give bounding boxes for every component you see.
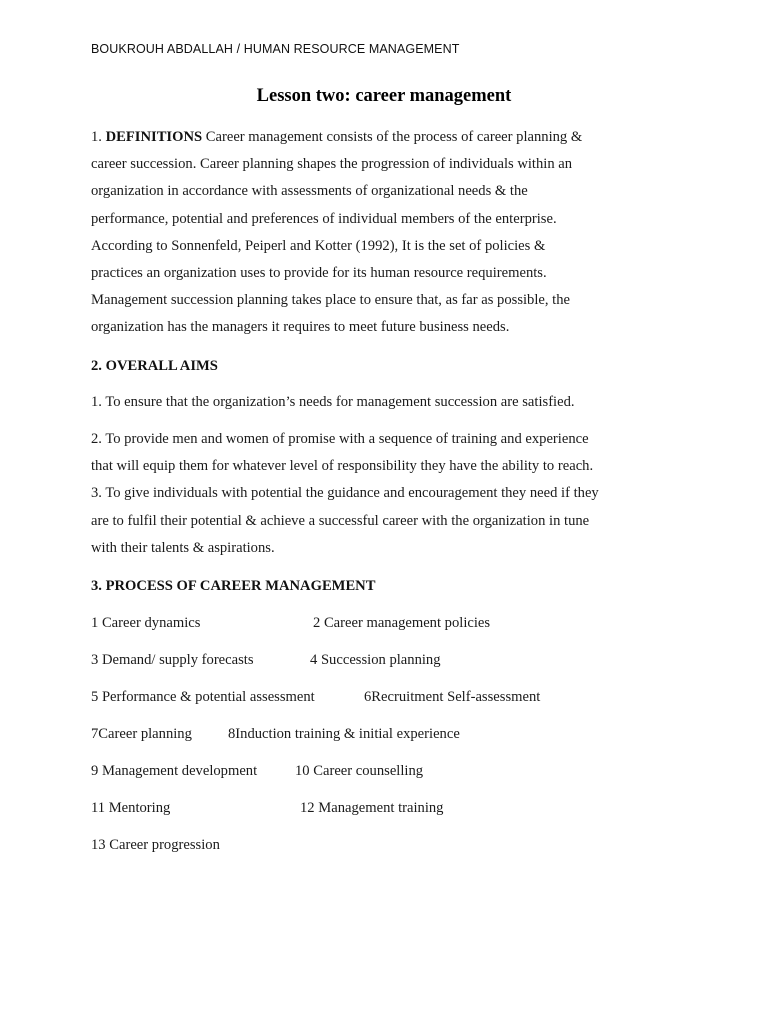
definitions-number: 1. — [91, 129, 102, 145]
definitions-line-7: Management succession planning takes place to ensure that, as far as possible, the — [91, 292, 571, 309]
process-item: 4 Succession planning — [310, 652, 441, 668]
process-item: 10 Career counselling — [295, 763, 424, 779]
aims-line-5: with their talents & aspirations. — [91, 539, 275, 556]
process-item: 1 Career dynamics — [91, 615, 201, 631]
process-item: 9 Management development — [91, 763, 258, 779]
definitions-line-3: organization in accordance with assessments of organizational needs & the — [91, 183, 528, 200]
definitions-line-1 — [91, 124, 582, 151]
definitions-heading: DEFINITIONS — [105, 129, 203, 145]
process-item: 6Recruitment Self-assessment — [364, 689, 541, 705]
aims-2-3-paragraph — [91, 426, 599, 562]
process-item: 11 Mentoring — [91, 800, 171, 816]
definitions-line-8: organization has the managers it requires to meet future business needs. — [91, 319, 510, 336]
process-heading: 3. PROCESS OF CAREER MANAGEMENT — [91, 578, 376, 594]
definitions-text: Career management consists of the process of career planning & — [202, 129, 583, 145]
aims-line-4: are to fulfil their potential & achieve a successful career with the organization in tune — [91, 512, 590, 529]
process-item: 8Induction training & initial experience — [228, 726, 460, 742]
definitions-line-2: career succession. Career planning shapes the progression of individuals within an — [91, 156, 573, 173]
process-item: 3 Demand/ supply forecasts — [91, 652, 254, 668]
aims-line-2: that will equip them for whatever level of responsibility they have the ability to reach. — [91, 458, 594, 475]
overall-aims-heading: 2. OVERALL AIMS — [91, 358, 218, 374]
definitions-line-4: performance, potential and preferences of individual members of the enterprise. — [91, 210, 557, 227]
process-item: 7Career planning — [91, 726, 192, 742]
definitions-paragraph — [91, 124, 582, 342]
definitions-line-6: practices an organization uses to provide for its human resource requirements. — [91, 264, 547, 281]
aims-line-3: 3. To give individuals with potential the guidance and encouragement they need if they — [91, 485, 599, 502]
running-header: BOUKROUH ABDALLAH / HUMAN RESOURCE MANAGEMENT — [91, 42, 460, 56]
process-item: 5 Performance & potential assessment — [91, 689, 315, 705]
definitions-line-5: According to Sonnenfeld, Peiperl and Kotter (1992), It is the set of policies & — [91, 237, 546, 254]
aims-line-1: 2. To provide men and women of promise with a sequence of training and experience — [91, 431, 589, 447]
process-item: 13 Career progression — [91, 837, 220, 853]
process-item: 2 Career management policies — [313, 615, 491, 631]
process-item: 12 Management training — [300, 800, 444, 816]
aim-1: 1. To ensure that the organization’s needs for management succession are satisfied. — [91, 394, 575, 410]
lesson-title: Lesson two: career management — [256, 86, 512, 106]
